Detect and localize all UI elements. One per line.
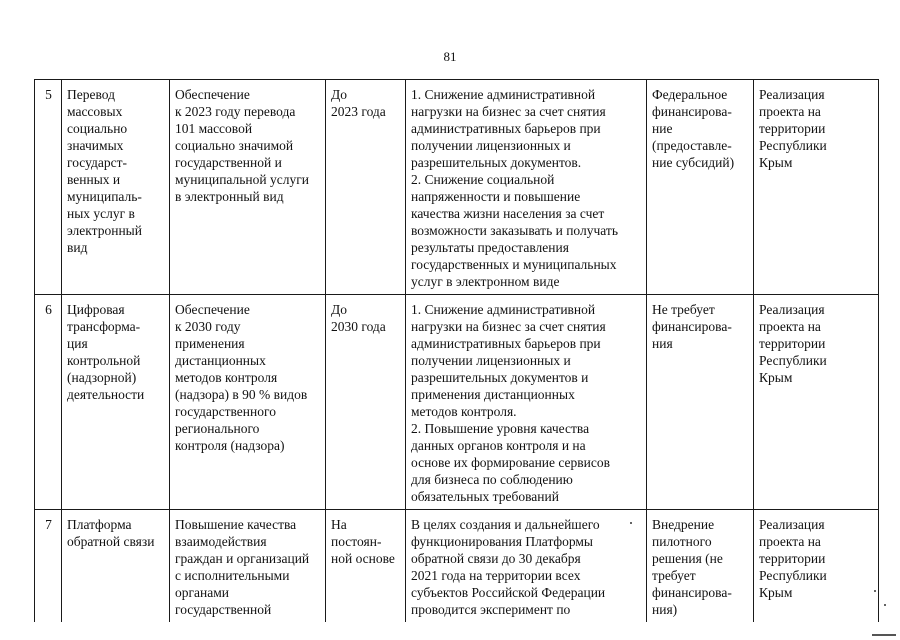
measure-implementation: Реализация проекта на территории Республики Крым xyxy=(754,80,879,295)
measure-name: Цифровая трансформа- ция контрольной (надзорной) деятельности xyxy=(62,295,170,510)
row-number: 6 xyxy=(35,295,62,510)
measure-goal: Обеспечение к 2030 году применения дистанционных методов контроля (надзора) в 90 % видов государственного регионального контроля (надзора) xyxy=(170,295,326,510)
measures-table xyxy=(34,79,879,622)
measure-implementation: Реализация проекта на территории Республики Крым xyxy=(754,295,879,510)
scan-speck xyxy=(874,590,876,592)
row-number: 7 xyxy=(35,510,62,623)
page-number: 81 xyxy=(443,49,457,64)
measure-effect: 1. Снижение административной нагрузки на бизнес за счет снятия административных барьеров при получении лицензионных и разрешительных документов и применения дистанционных методов контроля. 2. Повышение уровня качества данных органов контроля и на основе их формирование сервисов для бизнеса по соблюдению обязательных требований xyxy=(406,295,647,510)
table-row xyxy=(35,80,879,295)
measure-implementation: Реализация проекта на территории Республики Крым xyxy=(754,510,879,623)
scan-mark xyxy=(872,634,896,636)
table-row xyxy=(35,510,879,623)
measure-goal: Обеспечение к 2023 году перевода 101 массовой социально значимой государственной и муниципальной услуги в электронный вид xyxy=(170,80,326,295)
measure-term: На постоян- ной основе xyxy=(326,510,406,623)
measure-goal: Повышение качества взаимодействия граждан и организаций с исполнительными органами государственной xyxy=(170,510,326,623)
measure-financing: Федеральное финансирова- ние (предоставле- ние субсидий) xyxy=(647,80,754,295)
measure-effect: В целях создания и дальнейшего функционирования Платформы обратной связи до 30 декабря 2021 года на территории всех субъектов Российской Федерации проводится эксперимент по xyxy=(406,510,647,623)
measure-financing: Не требует финансирова- ния xyxy=(647,295,754,510)
measure-financing: Внедрение пилотного решения (не требует финансирова- ния) xyxy=(647,510,754,623)
measure-name: Перевод массовых социально значимых государст- венных и муниципаль- ных услуг в электронный вид xyxy=(62,80,170,295)
measure-effect: 1. Снижение административной нагрузки на бизнес за счет снятия административных барьеров при получении лицензионных и разрешительных документов. 2. Снижение социальной напряженности и повышение качества жизни населения за счет возможности заказывать и получать результаты предоставления государственных и муниципальных услуг в электронном виде xyxy=(406,80,647,295)
table-row xyxy=(35,295,879,510)
measure-term: До 2023 года xyxy=(326,80,406,295)
scan-speck xyxy=(630,522,632,524)
row-number: 5 xyxy=(35,80,62,295)
measure-name: Платформа обратной связи xyxy=(62,510,170,623)
measure-term: До 2030 года xyxy=(326,295,406,510)
scan-speck xyxy=(884,604,886,606)
